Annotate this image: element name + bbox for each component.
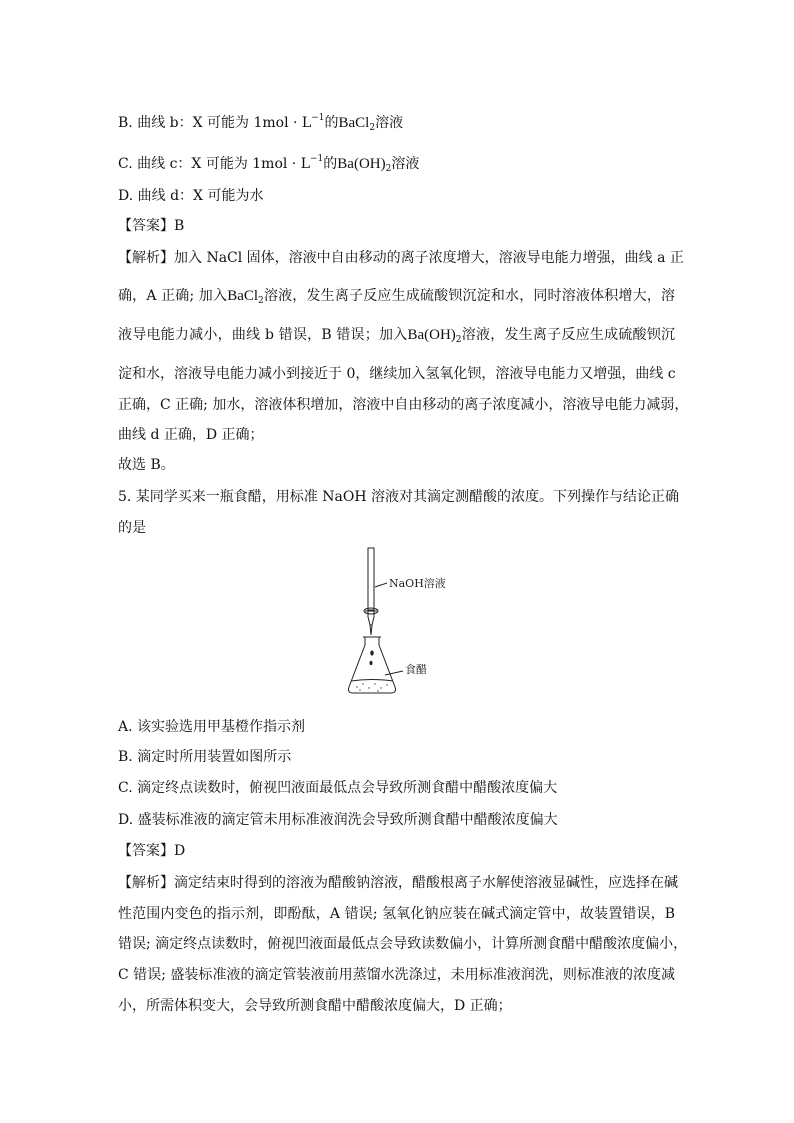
formula-subscript: 2 bbox=[369, 123, 376, 133]
q4-explanation-line-6: 曲线 d 正确，D 正确； bbox=[118, 427, 264, 443]
liquid-dot bbox=[380, 687, 381, 688]
label-vinegar: 食醋 bbox=[405, 663, 427, 676]
q4-option-d: D. 曲线 d：X 可能为水 bbox=[118, 188, 264, 204]
q4-option-b bbox=[118, 108, 403, 138]
explanation-text: 确，A 正确; 加入 bbox=[118, 288, 228, 304]
option-c-prefix: C. 曲线 c：X 可能为 1mol · L bbox=[118, 156, 311, 172]
burette-taper bbox=[368, 610, 374, 625]
label-leader-vinegar bbox=[385, 671, 403, 675]
q5-option-c: C. 滴定终点读数时，俯视凹液面最低点会导致所测食醋中醋酸浓度偏大 bbox=[118, 780, 558, 796]
label-leader-naoh bbox=[375, 583, 387, 587]
q5-explanation-line-2: 性范围内变色的指示剂，即酚酞，A 错误; 氢氧化钠应装在碱式滴定管中，故装置错误，B bbox=[118, 906, 675, 922]
formula-baoh2: Ba(OH) bbox=[407, 327, 456, 343]
q5-stem-line-1: 5. 某同学买来一瓶食醋，用标准 NaOH 溶液对其滴定测醋酸的浓度。下列操作与结论正确 bbox=[118, 489, 679, 505]
formula-baoh2: Ba(OH) bbox=[337, 156, 386, 172]
formula-subscript: 2 bbox=[455, 335, 462, 345]
q5-answer: 【答案】D bbox=[118, 843, 186, 859]
explanation-text: 溶液，发生离子反应生成硫酸钡沉淀和水，同时溶液体积增大，溶 bbox=[263, 288, 676, 304]
unit-exponent: −1 bbox=[310, 154, 324, 164]
explanation-text: 溶液，发生离子反应生成硫酸钡沉 bbox=[461, 327, 676, 343]
liquid-dot bbox=[356, 686, 357, 687]
liquid-dot bbox=[386, 684, 387, 685]
q5-stem-line-2: 的是 bbox=[118, 520, 146, 536]
q5-explanation-line-1: 【解析】滴定结束时得到的溶液为醋酸钠溶液，醋酸根离子水解使溶液显碱性，应选择在碱 bbox=[118, 875, 678, 891]
burette-tube bbox=[368, 548, 374, 610]
liquid-dot bbox=[374, 683, 375, 684]
burette-tip bbox=[370, 625, 372, 635]
q4-explanation-line-4: 淀和水，溶液导电能力减小到接近于 0，继续加入氢氧化钡，溶液导电能力又增强，曲线 c bbox=[118, 366, 676, 382]
option-b-prefix: B. 曲线 b：X 可能为 1mol · L bbox=[118, 115, 312, 131]
liquid-dot bbox=[377, 690, 378, 691]
option-b-suffix: 溶液 bbox=[375, 115, 404, 131]
q5-explanation-line-5: 小，所需体积变大，会导致所测食醋中醋酸浓度偏大，D 正确； bbox=[118, 998, 512, 1014]
q5-explanation-line-4: C 错误; 盛装标准液的滴定管装液前用蒸馏水洗涤过，未用标准液润洗，则标准液的浓度减 bbox=[118, 967, 675, 983]
q4-answer: 【答案】B bbox=[118, 218, 185, 234]
q4-explanation-line-3 bbox=[118, 325, 675, 350]
titration-apparatus-figure bbox=[335, 545, 460, 710]
formula-subscript: 2 bbox=[385, 164, 392, 174]
liquid-dot bbox=[359, 689, 360, 690]
q5-option-a: A. 该实验选用甲基橙作指示剂 bbox=[118, 719, 306, 735]
formula-bacl2: BaCl bbox=[338, 115, 370, 131]
option-c-mid: 的 bbox=[323, 156, 338, 172]
formula-bacl2: BaCl bbox=[227, 288, 259, 304]
erlenmeyer-flask bbox=[349, 637, 396, 693]
q4-explanation-line-5: 正确，C 正确; 加水，溶液体积增加，溶液中自由移动的离子浓度减小，溶液导电能力减弱， bbox=[118, 397, 689, 413]
q5-option-d: D. 盛装标准液的滴定管未用标准液润洗会导致所测食醋中醋酸浓度偏大 bbox=[118, 812, 558, 828]
drop bbox=[370, 661, 372, 664]
q5-option-b: B. 滴定时所用装置如图所示 bbox=[118, 749, 292, 765]
liquid-dot bbox=[362, 683, 363, 684]
q4-explanation-line-1: 【解析】加入 NaCl 固体，溶液中自由移动的离子浓度增大，溶液导电能力增强，曲线 a 正 bbox=[118, 250, 684, 266]
formula-subscript: 2 bbox=[258, 296, 264, 306]
q5-explanation-line-3: 错误; 滴定终点读数时，俯视凹液面最低点会导致读数偏小，计算所测食醋中醋酸浓度偏小， bbox=[118, 936, 688, 952]
label-naoh: NaOH溶液 bbox=[389, 577, 446, 590]
drop bbox=[371, 651, 373, 655]
q4-conclusion: 故选 B。 bbox=[118, 457, 175, 473]
option-c-suffix: 溶液 bbox=[391, 156, 420, 172]
vinegar-surface bbox=[351, 680, 393, 682]
explanation-text: 液导电能力减小，曲线 b 错误，B 错误；加入 bbox=[118, 327, 408, 343]
q4-option-c bbox=[118, 149, 419, 179]
unit-exponent: −1 bbox=[311, 113, 325, 123]
option-b-mid: 的 bbox=[324, 115, 339, 131]
liquid-dot bbox=[368, 687, 369, 688]
q4-explanation-line-2 bbox=[118, 286, 675, 311]
